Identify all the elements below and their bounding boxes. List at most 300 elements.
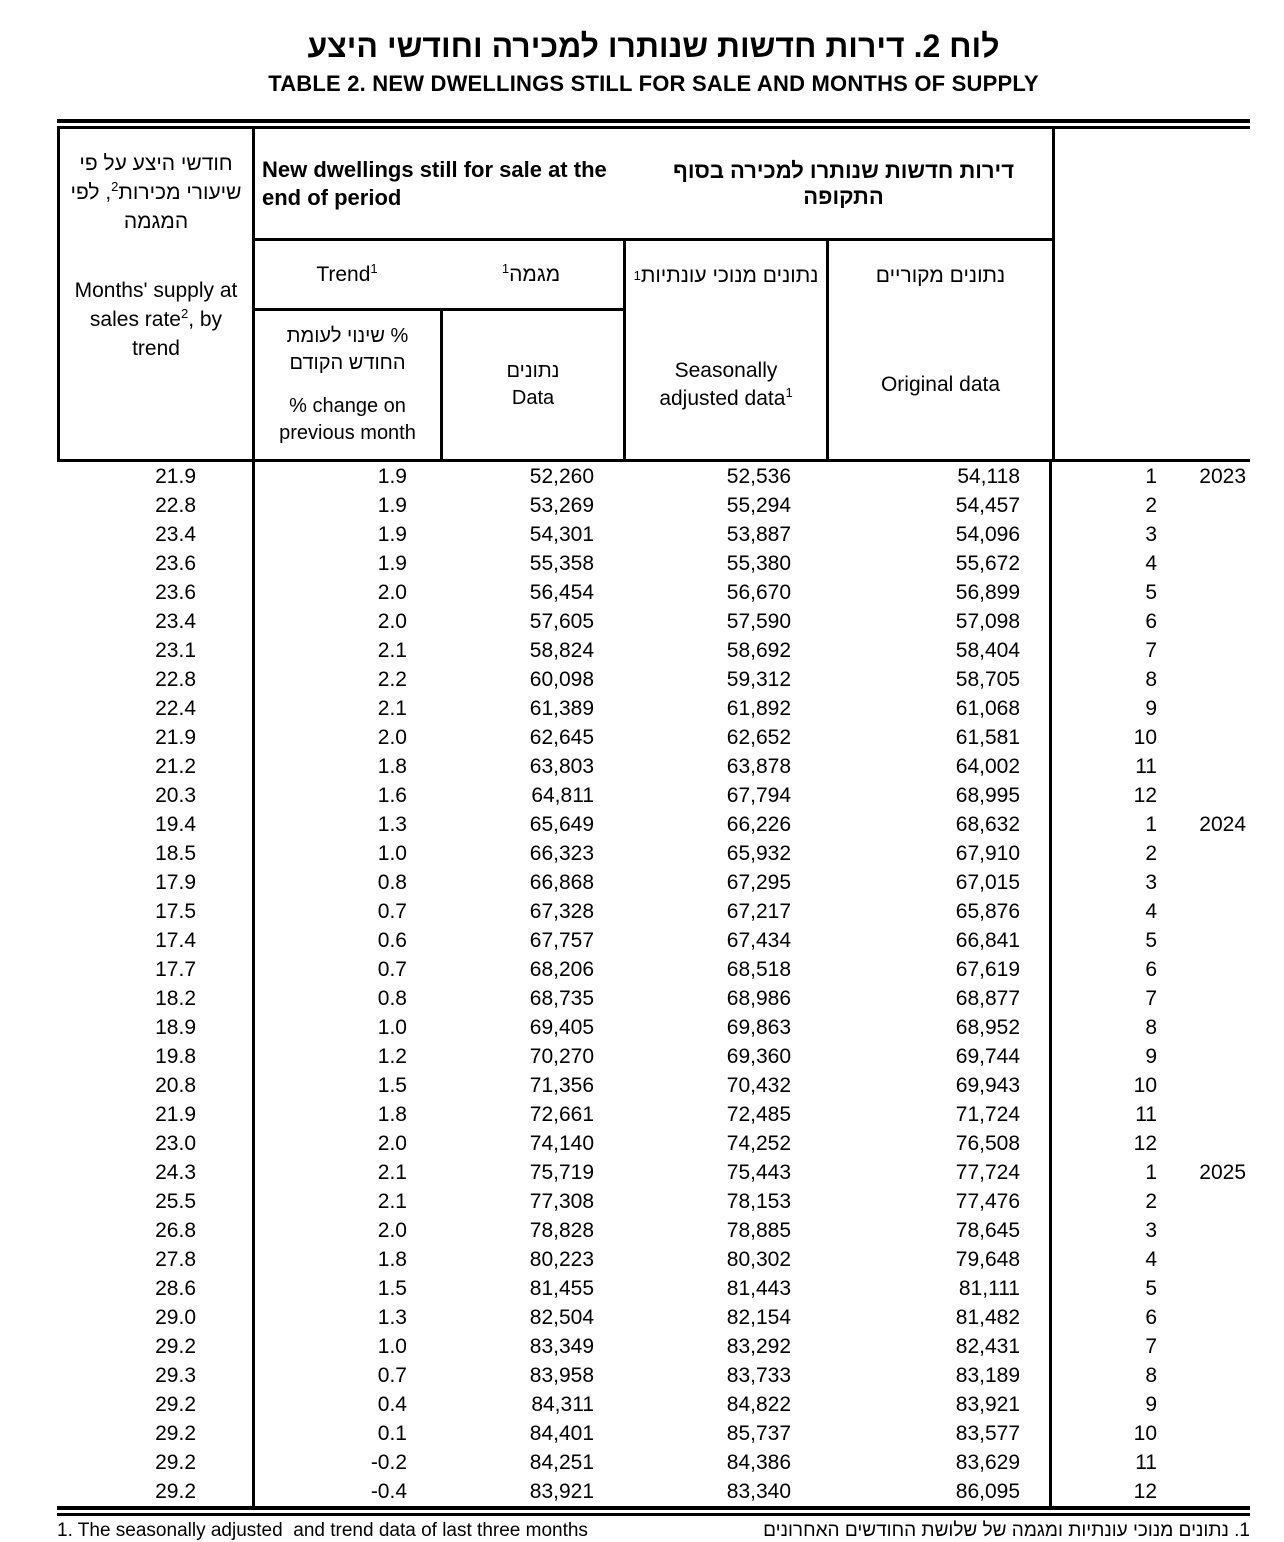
cell-year [1157,1303,1250,1332]
cell-month: 1 [1145,1161,1157,1184]
cell-seasonally-adjusted: 83,292 [726,1335,791,1358]
cell-seasonally-adjusted: 78,885 [726,1219,791,1242]
cell-trend-data: 69,405 [529,1016,594,1039]
cell-seasonally-adjusted: 59,312 [726,668,791,691]
cell-seasonally-adjusted: 68,518 [726,958,791,981]
table-row [57,984,1250,1013]
table-row [57,1013,1250,1042]
table-row [57,1332,1250,1361]
cell-month: 2 [1145,842,1157,865]
cell-trend-data: 83,349 [529,1335,594,1358]
cell-pct-change: 0.7 [377,900,407,923]
header-seasonally-adjusted [623,241,826,459]
cell-trend-data: 80,223 [529,1248,594,1271]
cell-period [1052,752,1250,781]
cell-trend-data: 66,323 [529,842,594,865]
cell-month: 9 [1145,1045,1157,1068]
cell-pct-change: 2.0 [377,581,407,604]
cell-pct-change: 0.7 [377,1364,407,1387]
cell-seasonally-adjusted: 80,302 [726,1248,791,1271]
cell-year [1157,1187,1250,1216]
cell-month: 3 [1145,1219,1157,1242]
cell-seasonally-adjusted: 75,443 [726,1161,791,1184]
cell-trend-data: 81,455 [529,1277,594,1300]
cell-trend-data: 83,958 [529,1364,594,1387]
cell-month: 11 [1135,1451,1157,1474]
table-row [57,462,1250,491]
cell-trend-data: 67,328 [529,900,594,923]
cell-year [1157,1419,1250,1448]
cell-period [1052,636,1250,665]
cell-year [1157,1477,1250,1506]
cell-original-data: 58,705 [826,665,1052,694]
cell-month: 6 [1145,1306,1157,1329]
cell-months-supply: 18.5 [57,839,255,868]
header-months-supply-english: Months' supply at sales rate$^2$, by trend [74,279,238,360]
cell-original-data: 82,431 [826,1332,1052,1361]
cell-months-supply: 22.4 [57,694,255,723]
cell-months-supply: 19.4 [57,810,255,839]
cell-pct-change: 1.5 [377,1074,407,1097]
cell-year: 2023 [1199,465,1246,488]
header-trend-data-hebrew: נתונים [506,360,560,382]
cell-year [1157,723,1250,752]
table-row [57,1477,1250,1506]
cell-period [1052,984,1250,1013]
cell-months-supply: 17.9 [57,868,255,897]
cell-pct-change: 0.8 [377,871,407,894]
cell-year [1157,1071,1250,1100]
cell-original-data: 68,995 [826,781,1052,810]
cell-month: 11 [1135,755,1157,778]
cell-period [1052,1187,1250,1216]
cell-trend-data: 78,828 [529,1219,594,1242]
cell-period [1052,549,1250,578]
cell-seasonally-adjusted: 83,340 [726,1480,791,1503]
cell-months-supply: 29.2 [57,1390,255,1419]
table-row [57,1448,1250,1477]
cell-trend-data: 54,301 [529,523,594,546]
cell-year [1157,1100,1250,1129]
cell-seasonally-adjusted: 53,887 [726,523,791,546]
cell-seasonally-adjusted: 55,294 [726,494,791,517]
header-months-supply-hebrew: חודשי היצע על פי שיעורי מכירות$^2$, לפי המגמה [70,152,242,233]
cell-months-supply: 17.5 [57,897,255,926]
cell-year [1157,752,1250,781]
cell-pct-change: 2.2 [377,668,407,691]
cell-seasonally-adjusted: 67,434 [726,929,791,952]
cell-month: 1 [1145,465,1157,488]
header-trend-english: Trend$^1$ [316,260,378,286]
cell-year [1157,694,1250,723]
cell-year [1157,839,1250,868]
cell-month: 10 [1133,1074,1157,1097]
cell-year [1157,491,1250,520]
cell-pct-change: 2.0 [377,610,407,633]
cell-period [1052,1448,1250,1477]
cell-pct-change: 2.0 [377,1219,407,1242]
table-row [57,1390,1250,1419]
cell-months-supply: 23.0 [57,1129,255,1158]
cell-period [1052,723,1250,752]
cell-year: 2024 [1199,813,1246,836]
cell-period [1052,1071,1250,1100]
cell-month: 3 [1145,523,1157,546]
cell-trend-data: 82,504 [529,1306,594,1329]
cell-trend-data: 63,803 [529,755,594,778]
cell-year [1157,1390,1250,1419]
cell-months-supply: 26.8 [57,1216,255,1245]
cell-pct-change: 1.8 [377,1248,407,1271]
cell-month: 2 [1145,494,1157,517]
cell-year: 2025 [1199,1161,1246,1184]
cell-pct-change: 2.1 [377,1161,407,1184]
cell-month: 8 [1145,1364,1157,1387]
cell-period [1052,1158,1250,1187]
cell-period [1052,578,1250,607]
cell-original-data: 68,877 [826,984,1052,1013]
cell-original-data: 69,744 [826,1042,1052,1071]
cell-seasonally-adjusted: 67,217 [726,900,791,923]
cell-month: 5 [1145,1277,1157,1300]
table-row [57,955,1250,984]
footnote-ref-1: 1 [501,260,510,276]
footnote-english: 1. The seasonally adjusted and trend data of last three months [57,1520,588,1541]
cell-months-supply: 29.2 [57,1332,255,1361]
table-row [57,665,1250,694]
cell-pct-change: 0.7 [377,958,407,981]
table-body [57,462,1250,1506]
cell-month: 12 [1133,1480,1157,1503]
table-row [57,1100,1250,1129]
cell-year [1157,665,1250,694]
cell-original-data: 68,632 [826,810,1052,839]
table-row [57,1361,1250,1390]
cell-month: 4 [1145,1248,1157,1271]
table-row [57,723,1250,752]
table-row [57,897,1250,926]
cell-original-data: 54,096 [826,520,1052,549]
cell-trend-data: 56,454 [529,581,594,604]
footnote-ref-1: 1 [785,385,793,400]
cell-period [1052,1129,1250,1158]
cell-months-supply: 20.8 [57,1071,255,1100]
cell-months-supply: 24.3 [57,1158,255,1187]
cell-pct-change: 0.4 [377,1393,407,1416]
cell-period [1052,1332,1250,1361]
header-pct-change-hebrew: % שינוי לעומת החודש הקודם [286,325,409,374]
cell-year [1157,607,1250,636]
cell-original-data: 77,724 [826,1158,1052,1187]
cell-months-supply: 23.6 [57,578,255,607]
header-original-data-hebrew: נתונים מקוריים [875,264,1006,287]
cell-trend-data: 52,260 [529,465,594,488]
cell-year [1157,1245,1250,1274]
table-row [57,607,1250,636]
cell-original-data: 71,724 [826,1100,1052,1129]
cell-month: 9 [1145,1393,1157,1416]
cell-year [1157,868,1250,897]
cell-months-supply: 28.6 [57,1274,255,1303]
cell-year [1157,926,1250,955]
cell-months-supply: 21.2 [57,752,255,781]
cell-pct-change: -0.4 [370,1480,407,1503]
table-row [57,1274,1250,1303]
cell-seasonally-adjusted: 83,733 [726,1364,791,1387]
cell-period [1052,520,1250,549]
cell-period [1052,694,1250,723]
table-row [57,520,1250,549]
cell-pct-change: 0.8 [377,987,407,1010]
header-original-data-english: Original data [880,373,1001,396]
header-original-data [826,241,1052,459]
header-trend [255,241,623,311]
cell-month: 7 [1145,1335,1157,1358]
cell-month: 2 [1145,1190,1157,1213]
table-row [57,868,1250,897]
cell-month: 6 [1145,610,1157,633]
table-row [57,694,1250,723]
cell-trend-data: 68,735 [529,987,594,1010]
table-header [57,129,1250,462]
cell-seasonally-adjusted: 62,652 [726,726,791,749]
cell-trend-data: 60,098 [529,668,594,691]
cell-original-data: 67,619 [826,955,1052,984]
cell-months-supply: 18.2 [57,984,255,1013]
header-seasonally-adjusted-english: Seasonally adjusted data$^1$ [659,359,793,410]
cell-month: 10 [1133,726,1157,749]
table-row [57,810,1250,839]
cell-year [1157,1448,1250,1477]
cell-original-data: 65,876 [826,897,1052,926]
cell-original-data: 66,841 [826,926,1052,955]
cell-seasonally-adjusted: 66,226 [726,813,791,836]
cell-months-supply: 29.3 [57,1361,255,1390]
cell-year [1157,1042,1250,1071]
table-row [57,578,1250,607]
cell-trend-data: 84,251 [529,1451,594,1474]
cell-trend-data: 68,206 [529,958,594,981]
table-row [57,1071,1250,1100]
cell-months-supply: 29.2 [57,1448,255,1477]
cell-months-supply: 23.6 [57,549,255,578]
cell-trend-data: 58,824 [529,639,594,662]
cell-month: 8 [1145,668,1157,691]
table-row [57,1158,1250,1187]
cell-seasonally-adjusted: 70,432 [726,1074,791,1097]
cell-trend-data: 55,358 [529,552,594,575]
cell-seasonally-adjusted: 61,892 [726,697,791,720]
cell-period [1052,607,1250,636]
cell-pct-change: 2.1 [377,697,407,720]
cell-month: 10 [1133,1422,1157,1445]
cell-month: 7 [1145,987,1157,1010]
cell-months-supply: 19.8 [57,1042,255,1071]
cell-year [1157,1361,1250,1390]
cell-original-data: 56,899 [826,578,1052,607]
cell-original-data: 83,189 [826,1361,1052,1390]
cell-month: 12 [1133,1132,1157,1155]
footnote-ref-2: 2 [180,306,189,321]
cell-trend-data: 71,356 [529,1074,594,1097]
cell-trend-data: 57,605 [529,610,594,633]
cell-original-data: 57,098 [826,607,1052,636]
footnotes [57,1520,1250,1542]
cell-month: 5 [1145,929,1157,952]
cell-period [1052,781,1250,810]
cell-trend-data: 64,811 [531,784,594,807]
cell-original-data: 54,457 [826,491,1052,520]
table-row [57,752,1250,781]
header-period-column [1052,129,1250,459]
cell-period [1052,897,1250,926]
footnote-hebrew: 1. נתונים מנוכי עונתיות ומגמה של שלושת החודשים האחרונים [763,1520,1250,1541]
cell-months-supply: 21.9 [57,462,255,491]
cell-year [1157,1013,1250,1042]
table-row [57,781,1250,810]
cell-pct-change: 2.1 [377,1190,407,1213]
cell-period [1052,1274,1250,1303]
cell-pct-change: 2.1 [377,639,407,662]
cell-trend-data: 53,269 [529,494,594,517]
cell-pct-change: 1.6 [377,784,407,807]
cell-year [1157,578,1250,607]
cell-period [1052,839,1250,868]
cell-months-supply: 21.9 [57,723,255,752]
cell-original-data: 77,476 [826,1187,1052,1216]
cell-period [1052,1419,1250,1448]
cell-year [1157,984,1250,1013]
cell-period [1052,665,1250,694]
table-row [57,1303,1250,1332]
cell-original-data: 78,645 [826,1216,1052,1245]
cell-seasonally-adjusted: 67,295 [726,871,791,894]
cell-period [1052,810,1250,839]
table-row [57,1245,1250,1274]
header-group-title [255,129,1052,241]
header-trend-data-english: Data [511,387,555,409]
cell-month: 3 [1145,871,1157,894]
cell-pct-change: 1.8 [377,1103,407,1126]
cell-months-supply: 18.9 [57,1013,255,1042]
dwellings-supply-table [57,119,1250,1516]
cell-month: 12 [1133,784,1157,807]
cell-month: 11 [1135,1103,1157,1126]
cell-pct-change: -0.2 [370,1451,407,1474]
cell-seasonally-adjusted: 69,360 [726,1045,791,1068]
cell-pct-change: 1.5 [377,1277,407,1300]
footnote-ref-1: 1 [370,260,378,276]
cell-period [1052,1216,1250,1245]
header-seasonally-adjusted-hebrew: נתונים מנוכי עונתיות 1 [633,264,819,287]
cell-period [1052,1390,1250,1419]
cell-pct-change: 1.0 [377,1016,407,1039]
header-trend-hebrew: מגמה$^1$ [501,260,561,286]
table-row [57,491,1250,520]
cell-trend-data: 83,921 [529,1480,594,1503]
cell-trend-data: 77,308 [529,1190,594,1213]
cell-seasonally-adjusted: 85,737 [726,1422,791,1445]
cell-original-data: 83,577 [826,1419,1052,1448]
cell-seasonally-adjusted: 68,986 [726,987,791,1010]
cell-trend-data: 65,649 [529,813,594,836]
cell-pct-change: 0.1 [377,1422,407,1445]
cell-months-supply: 29.2 [57,1419,255,1448]
cell-original-data: 83,921 [826,1390,1052,1419]
cell-pct-change: 1.3 [377,1306,407,1329]
cell-pct-change: 1.9 [377,465,407,488]
cell-original-data: 81,111 [826,1274,1052,1303]
cell-year [1157,549,1250,578]
cell-original-data: 69,943 [826,1071,1052,1100]
footnote-ref-2: 2 [111,179,119,194]
cell-month: 4 [1145,552,1157,575]
cell-months-supply: 23.1 [57,636,255,665]
table-row [57,839,1250,868]
cell-original-data: 86,095 [826,1477,1052,1506]
table-bottom-rule [57,1506,1250,1516]
cell-pct-change: 1.0 [377,1335,407,1358]
cell-seasonally-adjusted: 84,386 [726,1451,791,1474]
cell-original-data: 81,482 [826,1303,1052,1332]
table-row [57,1216,1250,1245]
cell-original-data: 76,508 [826,1129,1052,1158]
table-title-english: TABLE 2. NEW DWELLINGS STILL FOR SALE AND MONTHS OF SUPPLY [268,71,1039,96]
cell-original-data: 67,910 [826,839,1052,868]
table-row [57,1042,1250,1071]
cell-period [1052,1361,1250,1390]
cell-year [1157,1274,1250,1303]
cell-pct-change: 1.9 [377,494,407,517]
cell-year [1157,636,1250,665]
cell-seasonally-adjusted: 84,822 [726,1393,791,1416]
cell-period [1052,1100,1250,1129]
cell-year [1157,520,1250,549]
cell-period [1052,868,1250,897]
cell-period [1052,462,1250,491]
cell-trend-data: 84,311 [531,1393,594,1416]
cell-seasonally-adjusted: 52,536 [726,465,791,488]
cell-months-supply: 20.3 [57,781,255,810]
cell-trend-data: 70,270 [529,1045,594,1068]
cell-year [1157,1129,1250,1158]
cell-pct-change: 0.6 [377,929,407,952]
header-pct-change-english: % change on previous month [279,395,416,444]
table-row [57,636,1250,665]
cell-seasonally-adjusted: 57,590 [726,610,791,633]
cell-period [1052,1477,1250,1506]
cell-trend-data: 84,401 [529,1422,594,1445]
cell-trend-data: 66,868 [529,871,594,894]
table-row [57,926,1250,955]
table-row [57,1419,1250,1448]
cell-pct-change: 1.2 [377,1045,407,1068]
cell-months-supply: 21.9 [57,1100,255,1129]
cell-original-data: 64,002 [826,752,1052,781]
cell-trend-data: 61,389 [529,697,594,720]
cell-month: 8 [1145,1016,1157,1039]
cell-seasonally-adjusted: 69,863 [726,1016,791,1039]
cell-month: 6 [1145,958,1157,981]
cell-trend-data: 62,645 [529,726,594,749]
cell-month: 7 [1145,639,1157,662]
cell-pct-change: 1.3 [377,813,407,836]
cell-seasonally-adjusted: 55,380 [726,552,791,575]
header-months-supply [57,129,255,459]
table-row [57,1187,1250,1216]
header-trend-data [440,311,623,459]
cell-month: 1 [1145,813,1157,836]
